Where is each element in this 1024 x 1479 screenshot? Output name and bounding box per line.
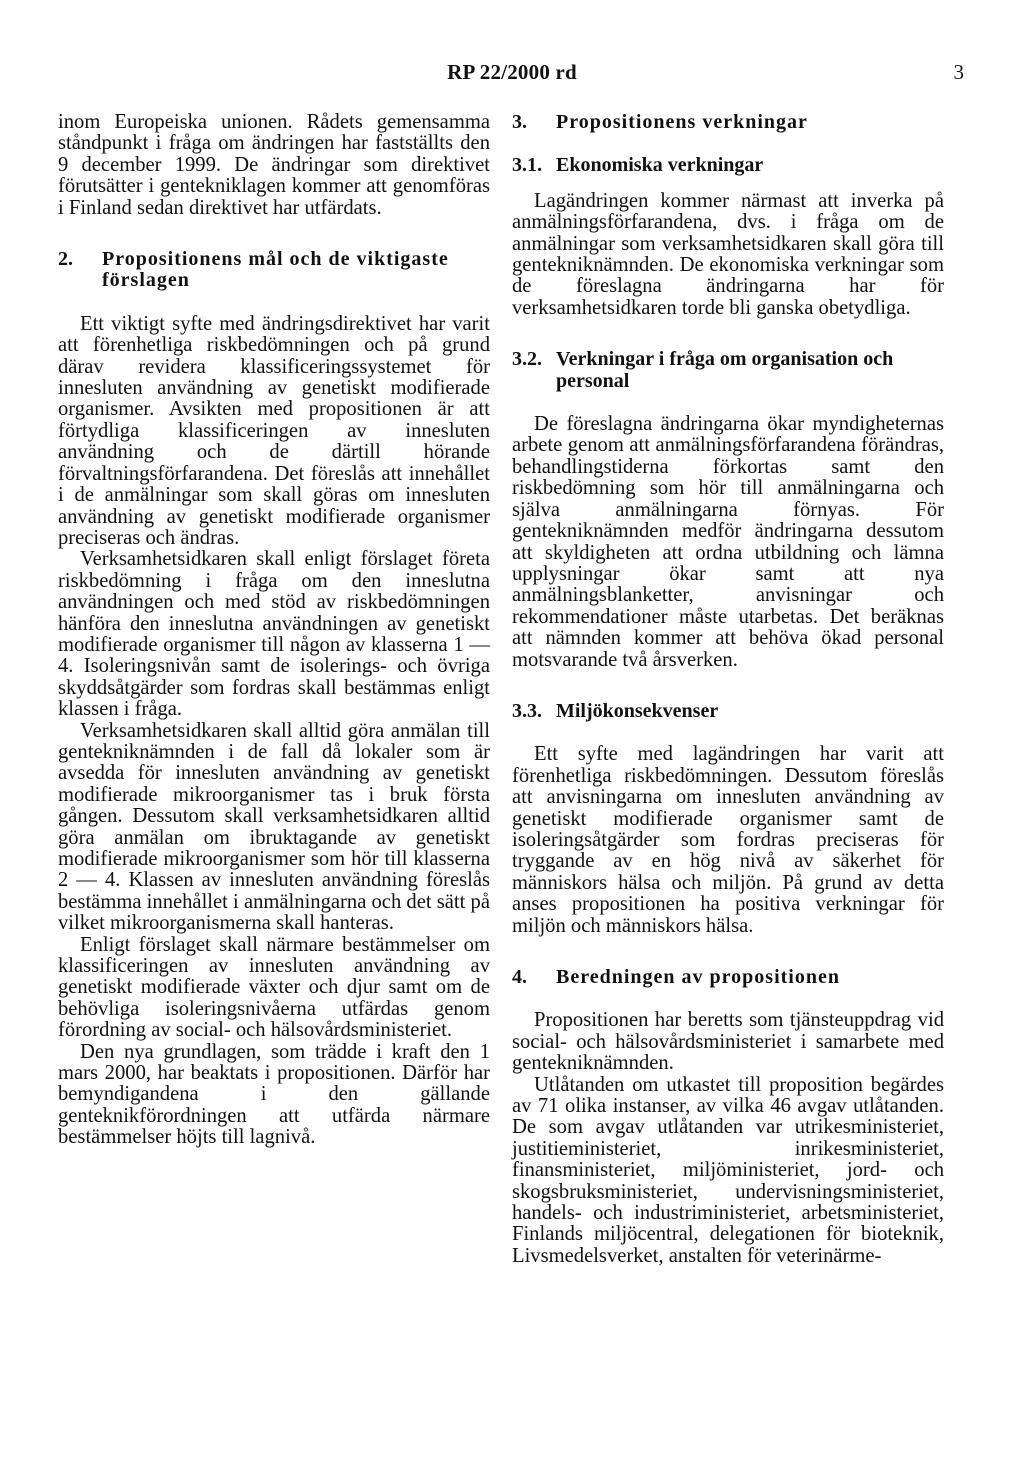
paragraph: Lagändringen kommer närmast att inverka på anmälningsförfarandena, dvs. i fråga om de anmälningar som verksamhetsidkaren skall göra till gentekniknämnden. De ekonomiska verkningar som de föreslagna ändringarna har för verksamhetsidkaren torde bli ganska obetydliga. — [512, 189, 944, 319]
section-title: Propositionens mål och de viktigaste förslagen — [102, 248, 449, 292]
paragraph: Ett syfte med lagändringen har varit att förenhetliga riskbedömningen. Dessutom föreslås att anvisningarna om innesluten användning av genetiskt modifierade organismer samt de isoleringsåtgärder som fordras preciseras för tryggande av en hög nivå av säkerhet för människors hälsa och miljön. På grund av detta anses propositionen ha positiva verkningar för miljön och människors hälsa. — [512, 743, 944, 937]
section-number: 3.2. — [512, 348, 542, 371]
left-column — [58, 112, 490, 1149]
page-header — [60, 60, 964, 90]
paragraph: Ett viktigt syfte med ändringsdirektivet har varit att förenhetliga riskbedömningen och på grund därav revidera klassificeringssystemet för innesluten användning av genetiskt modifierade organismer. Avsikten med propositionen är att förtydliga klassificeringen av innesluten användning och de därtill hörande förvaltningsförfarandena. Det föreslås att innehållet i de anmälningar som skall göras om innesluten användning av genetiskt modifierade organismer preciseras och ändras. — [58, 312, 490, 549]
section-2-heading — [58, 249, 490, 292]
right-column — [512, 112, 944, 1267]
paragraph: Propositionen har beretts som tjänsteuppdrag vid social- och hälsovårdsministeriet i samarbete med gentekniknämnden. — [512, 1009, 944, 1075]
page-number: 3 — [953, 60, 964, 84]
section-number: 3.3. — [512, 699, 542, 722]
section-number: 4. — [512, 966, 527, 988]
paragraph: De föreslagna ändringarna ökar myndigheternas arbete genom att anmälningsförfarandena förändras, behandlingstiderna förkortas samt den riskbedömning som hör till anmälningarna och själva anmälningarna förnyas. För gentekniknämnden medför ändringarna dessutom att skyldigheten att ordna utbildning och lämna upplysningar ökar samt att nya anmälningsblanketter, anvisningar och rekommendationer måste utarbetas. Det beräknas att nämnden kommer att behöva ökad personal motsvarande två årsverken. — [512, 413, 944, 671]
section-number: 2. — [58, 248, 73, 271]
paragraph: Verksamhetsidkaren skall enligt förslaget företa riskbedömning i fråga om den inneslutna användningen och med stöd av riskbedömningen hänföra den inneslutna användningen av genetiskt modifierade organismer till någon av klasserna 1 — 4. Isoleringsnivån samt de isolerings- och övriga skyddsåtgärder som fordras skall bestämmas enligt klassen i fråga. — [58, 548, 490, 721]
section-title: Ekonomiska verkningar — [556, 154, 764, 177]
section-3-heading — [512, 112, 944, 133]
section-title: Propositionens verkningar — [556, 111, 808, 133]
paragraph: Verksamhetsidkaren skall alltid göra anmälan till gentekniknämnden i de fall då lokaler som är avsedda för innesluten användning av genetiskt modifierade mikroorganismer tas i bruk första gången. Dessutom skall verksamhetsidkaren alltid göra anmälan om ibruktagande av genetiskt modifierade mikroorganismer som hör till klasserna 2 — 4. Klassen av innesluten användning föreslås bestämma innehållet i anmälningarna och det sätt på vilket mikroorganismerna skall hanteras. — [58, 719, 490, 935]
section-3-2-heading — [512, 349, 944, 392]
paragraph: Den nya grundlagen, som trädde i kraft den 1 mars 2000, har beaktats i propositionen. Därför har bemyndigandena i den gällande genteknikförordningen att utfärda närmare bestämmelser höjts till lagnivå. — [58, 1040, 490, 1149]
document-reference: RP 22/2000 rd — [447, 60, 577, 84]
section-number: 3.1. — [512, 154, 542, 177]
intro-paragraph: inom Europeiska unionen. Rådets gemensamma ståndpunkt i fråga om ändringen har fastställts den 9 december 1999. De ändringar som direktivet förutsätter i gentekniklagen kommer att genomföras i Finland sedan direktivet har utfärdats. — [58, 111, 490, 219]
section-number: 3. — [512, 111, 527, 133]
paragraph: Utlåtanden om utkastet till proposition begärdes av 71 olika instanser, av vilka 46 avgav utlåtanden. De som avgav utlåtanden var utrikesministeriet, justitieministeriet, inrikesministeriet, finansministeriet, miljöministeriet, jord- och skogsbruksministeriet, undervisningsministeriet, handels- och industriministeriet, arbetsministeriet, Finlands miljöcentral, delegationen för bioteknik, Livsmedelsverket, anstalten för veterinärme- — [512, 1073, 944, 1267]
section-3-1-heading — [512, 155, 944, 176]
section-title: Beredningen av propositionen — [556, 966, 840, 988]
section-title: Miljökonsekvenser — [556, 699, 719, 722]
section-3-3-heading — [512, 701, 944, 722]
paragraph: Enligt förslaget skall närmare bestämmelser om klassificeringen av innesluten användning av genetiskt modifierade växter och djur samt om de behövliga isoleringsnivåerna utfärdas genom förordning av social- och hälsovårdsministeriet. — [58, 933, 490, 1042]
section-4-heading — [512, 967, 944, 988]
section-title: Verkningar i fråga om organisation och personal — [556, 348, 894, 392]
